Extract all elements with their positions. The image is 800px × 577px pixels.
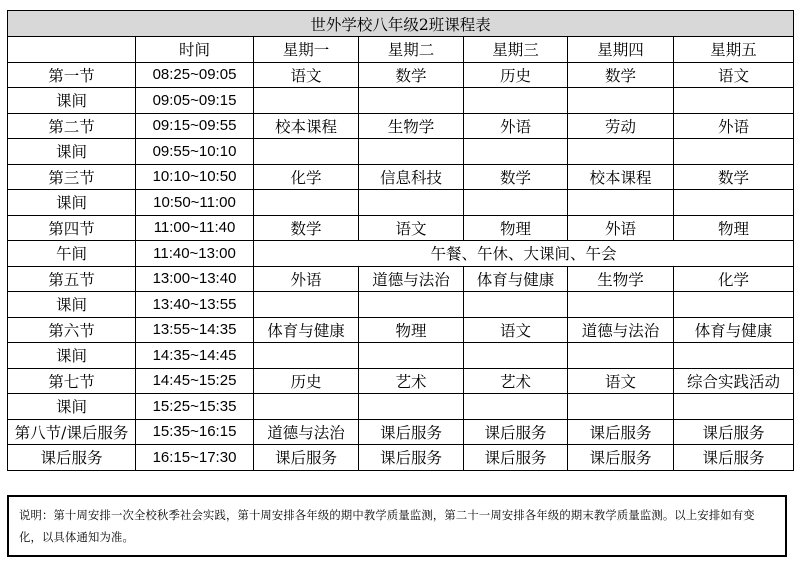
- period-label: 课间: [8, 343, 136, 369]
- period-time: 13:40~13:55: [136, 292, 254, 318]
- subject-cell: 综合实践活动: [674, 368, 794, 394]
- table-row: [8, 113, 794, 139]
- period-label: 第三节: [8, 164, 136, 190]
- subject-cell: [254, 190, 359, 216]
- subject-cell: [464, 292, 568, 318]
- subject-cell: 数学: [359, 62, 464, 88]
- period-time: 13:00~13:40: [136, 266, 254, 292]
- period-time: 11:00~11:40: [136, 215, 254, 241]
- merged-activity-cell: 午餐、午休、大课间、午会: [254, 241, 794, 267]
- table-row: [8, 343, 794, 369]
- subject-cell: [464, 139, 568, 165]
- timetable: [7, 10, 794, 471]
- subject-cell: 语文: [359, 215, 464, 241]
- subject-cell: [464, 88, 568, 114]
- period-label: 第六节: [8, 317, 136, 343]
- table-row: [8, 368, 794, 394]
- subject-cell: 生物学: [359, 113, 464, 139]
- subject-cell: [568, 394, 674, 420]
- period-label: 课间: [8, 139, 136, 165]
- subject-cell: 课后服务: [359, 419, 464, 445]
- subject-cell: 外语: [254, 266, 359, 292]
- subject-cell: 课后服务: [464, 445, 568, 471]
- subject-cell: [359, 88, 464, 114]
- table-row: [8, 62, 794, 88]
- note-text: 说明：第十周安排一次全校秋季社会实践，第十周安排各年级的期中教学质量监测，第二十一周安排各年级的期末教学质量监测。以上安排如有变化，以具体通知为准。: [19, 509, 755, 544]
- period-label: 第二节: [8, 113, 136, 139]
- period-label: 课间: [8, 190, 136, 216]
- subject-cell: 数学: [464, 164, 568, 190]
- table-row: [8, 241, 794, 267]
- period-label: 课间: [8, 292, 136, 318]
- period-label: 课后服务: [8, 445, 136, 471]
- subject-cell: 化学: [674, 266, 794, 292]
- subject-cell: 道德与法治: [254, 419, 359, 445]
- subject-cell: 数学: [674, 164, 794, 190]
- subject-cell: [674, 139, 794, 165]
- subject-cell: 语文: [254, 62, 359, 88]
- subject-cell: 道德与法治: [359, 266, 464, 292]
- header-cell-monday: 星期一: [254, 37, 359, 63]
- table-row: [8, 190, 794, 216]
- subject-cell: [254, 343, 359, 369]
- subject-cell: [568, 88, 674, 114]
- subject-cell: 艺术: [464, 368, 568, 394]
- subject-cell: 数学: [568, 62, 674, 88]
- period-time: 09:55~10:10: [136, 139, 254, 165]
- table-row: [8, 292, 794, 318]
- subject-cell: 课后服务: [568, 445, 674, 471]
- note-box: [7, 495, 787, 557]
- subject-cell: 体育与健康: [674, 317, 794, 343]
- period-label: 第七节: [8, 368, 136, 394]
- subject-cell: 道德与法治: [568, 317, 674, 343]
- subject-cell: [674, 343, 794, 369]
- table-row: [8, 445, 794, 471]
- subject-cell: [674, 190, 794, 216]
- subject-cell: 语文: [568, 368, 674, 394]
- subject-cell: [674, 88, 794, 114]
- subject-cell: [568, 190, 674, 216]
- table-row: [8, 215, 794, 241]
- period-time: 10:50~11:00: [136, 190, 254, 216]
- subject-cell: [568, 139, 674, 165]
- subject-cell: 数学: [254, 215, 359, 241]
- table-row: [8, 317, 794, 343]
- subject-cell: [568, 292, 674, 318]
- table-row: [8, 394, 794, 420]
- subject-cell: [254, 139, 359, 165]
- header-cell-time: 时间: [136, 37, 254, 63]
- subject-cell: [674, 394, 794, 420]
- period-label: 课间: [8, 88, 136, 114]
- subject-cell: 信息科技: [359, 164, 464, 190]
- table-row: [8, 88, 794, 114]
- subject-cell: 外语: [464, 113, 568, 139]
- subject-cell: 物理: [674, 215, 794, 241]
- period-label: 课间: [8, 394, 136, 420]
- subject-cell: 体育与健康: [464, 266, 568, 292]
- subject-cell: [464, 343, 568, 369]
- subject-cell: 物理: [359, 317, 464, 343]
- period-time: 09:15~09:55: [136, 113, 254, 139]
- timetable-title: 世外学校八年级2班课程表: [8, 11, 794, 37]
- subject-cell: 校本课程: [254, 113, 359, 139]
- subject-cell: [464, 190, 568, 216]
- period-time: 09:05~09:15: [136, 88, 254, 114]
- period-label: 第五节: [8, 266, 136, 292]
- subject-cell: [359, 343, 464, 369]
- period-label: 第八节/课后服务: [8, 419, 136, 445]
- subject-cell: [464, 394, 568, 420]
- subject-cell: [568, 343, 674, 369]
- period-time: 11:40~13:00: [136, 241, 254, 267]
- subject-cell: 课后服务: [674, 419, 794, 445]
- period-label: 第一节: [8, 62, 136, 88]
- period-time: 10:10~10:50: [136, 164, 254, 190]
- subject-cell: 外语: [674, 113, 794, 139]
- period-time: 14:45~15:25: [136, 368, 254, 394]
- subject-cell: 语文: [674, 62, 794, 88]
- period-time: 13:55~14:35: [136, 317, 254, 343]
- subject-cell: 语文: [464, 317, 568, 343]
- period-time: 15:35~16:15: [136, 419, 254, 445]
- subject-cell: 劳动: [568, 113, 674, 139]
- period-label: 午间: [8, 241, 136, 267]
- title-row: [8, 11, 794, 37]
- subject-cell: [254, 292, 359, 318]
- subject-cell: 历史: [254, 368, 359, 394]
- table-row: [8, 164, 794, 190]
- subject-cell: [359, 190, 464, 216]
- period-time: 08:25~09:05: [136, 62, 254, 88]
- header-cell-thursday: 星期四: [568, 37, 674, 63]
- table-row: [8, 419, 794, 445]
- header-cell-tuesday: 星期二: [359, 37, 464, 63]
- subject-cell: [359, 292, 464, 318]
- subject-cell: [254, 88, 359, 114]
- subject-cell: 体育与健康: [254, 317, 359, 343]
- subject-cell: 生物学: [568, 266, 674, 292]
- subject-cell: 校本课程: [568, 164, 674, 190]
- subject-cell: [254, 394, 359, 420]
- subject-cell: 物理: [464, 215, 568, 241]
- period-time: 15:25~15:35: [136, 394, 254, 420]
- subject-cell: 课后服务: [674, 445, 794, 471]
- subject-cell: 课后服务: [254, 445, 359, 471]
- subject-cell: 课后服务: [568, 419, 674, 445]
- subject-cell: 艺术: [359, 368, 464, 394]
- header-row: [8, 37, 794, 63]
- header-cell-wednesday: 星期三: [464, 37, 568, 63]
- header-cell-friday: 星期五: [674, 37, 794, 63]
- table-row: [8, 139, 794, 165]
- table-row: [8, 266, 794, 292]
- subject-cell: 历史: [464, 62, 568, 88]
- subject-cell: [674, 292, 794, 318]
- header-cell-blank: [8, 37, 136, 63]
- subject-cell: 课后服务: [359, 445, 464, 471]
- subject-cell: 外语: [568, 215, 674, 241]
- subject-cell: 化学: [254, 164, 359, 190]
- period-time: 16:15~17:30: [136, 445, 254, 471]
- subject-cell: 课后服务: [464, 419, 568, 445]
- period-label: 第四节: [8, 215, 136, 241]
- subject-cell: [359, 394, 464, 420]
- subject-cell: [359, 139, 464, 165]
- period-time: 14:35~14:45: [136, 343, 254, 369]
